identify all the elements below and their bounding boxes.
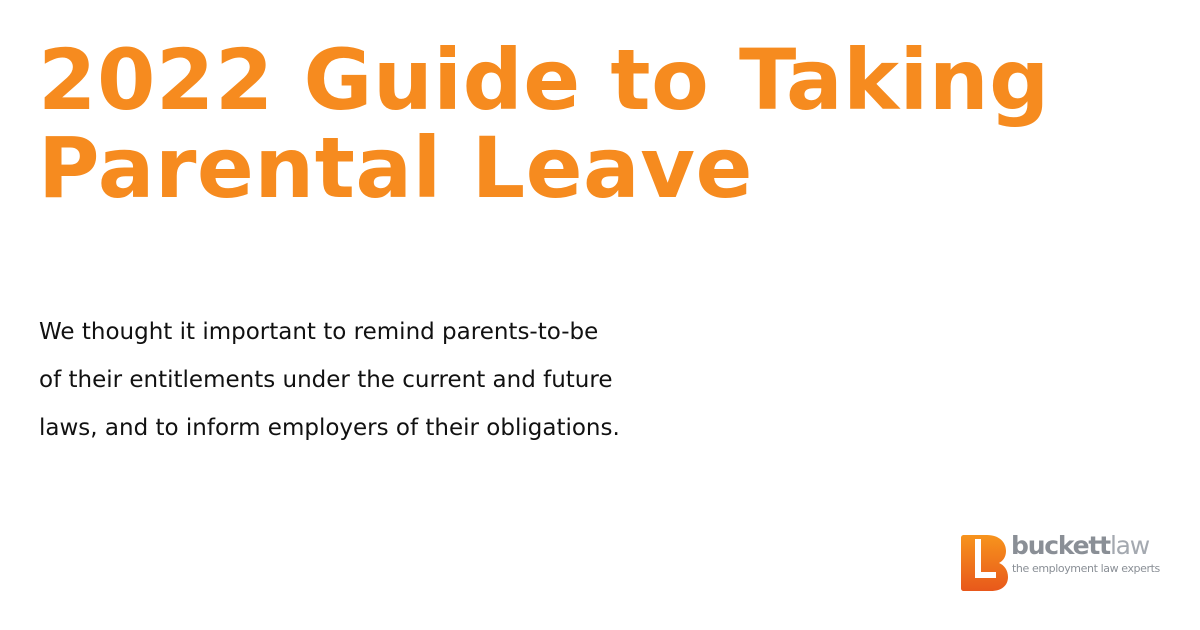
intro-line-1: We thought it important to remind parents-to-be — [39, 319, 599, 345]
intro-line-3: laws, and to inform employers of their obligations. — [39, 415, 620, 441]
buckett-law-logo — [961, 533, 1171, 593]
page-title-line-2: Parental Leave — [38, 119, 753, 217]
intro-paragraph — [39, 308, 739, 452]
page-title-line-1: 2022 Guide to Taking — [38, 31, 1050, 129]
intro-line-2: of their entitlements under the current and future — [39, 367, 613, 393]
logo-wordmark-bold: buckett — [1011, 531, 1110, 560]
buckett-law-b-logo-icon — [961, 533, 1009, 591]
logo-wordmark — [1011, 531, 1149, 561]
page-title — [38, 31, 1158, 217]
logo-tagline: the employment law experts — [1012, 562, 1160, 575]
logo-wordmark-light: law — [1109, 531, 1150, 560]
